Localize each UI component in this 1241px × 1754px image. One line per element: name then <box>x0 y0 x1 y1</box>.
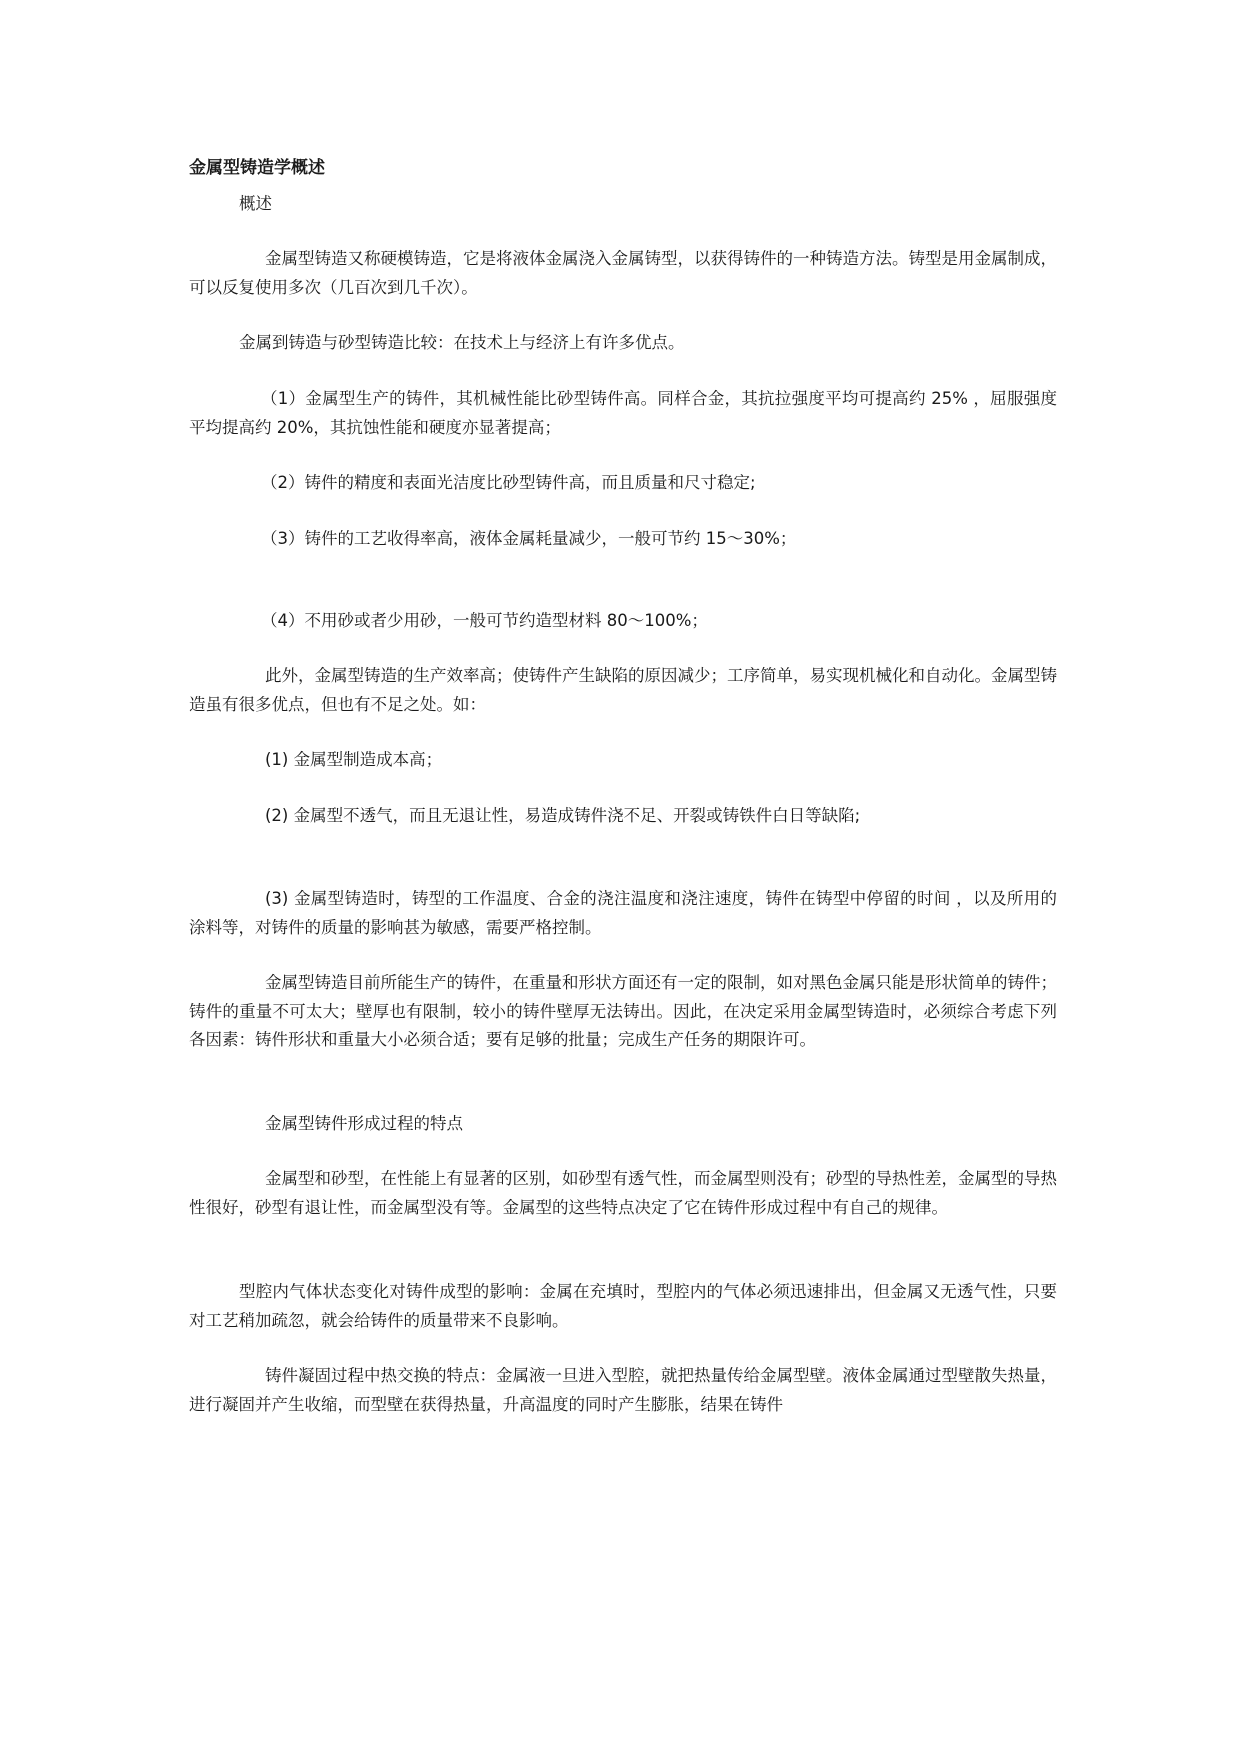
paragraph-intro: 金属型铸造又称硬模铸造，它是将液体金属浇入金属铸型，以获得铸件的一种铸造方法。铸型是用金属制成，可以反复使用多次（几百次到几千次）。 <box>189 249 1057 297</box>
heading-overview: 概述 <box>239 194 272 213</box>
advantage-item-3: （3）铸件的工艺收得率高，液体金属耗量减少，一般可节约 15～30%； <box>261 529 797 548</box>
disadvantage-item-3: (3) 金属型铸造时，铸型的工作温度、合金的浇注温度和浇注速度，铸件在铸型中停留的时间 ，以及所用的涂料等，对铸件的质量的影响甚为敏感，需要严格控制。 <box>189 889 1057 937</box>
advantage-item-1: （1）金属型生产的铸件，其机械性能比砂型铸件高。同样合金，其抗拉强度平均可提高约 25% ，屈服强度平均提高约 20%，其抗蚀性能和硬度亦显著提高； <box>189 389 1057 437</box>
advantage-item-2: （2）铸件的精度和表面光洁度比砂型铸件高，而且质量和尺寸稳定; <box>261 473 756 492</box>
paragraph-gas: 型腔内气体状态变化对铸件成型的影响：金属在充填时，型腔内的气体必须迅速排出，但金属又无透气性，只要对工艺稍加疏忽，就会给铸件的质量带来不良影响。 <box>189 1282 1057 1330</box>
document-title: 金属型铸造学概述 <box>189 158 325 178</box>
paragraph-besides: 此外，金属型铸造的生产效率高；使铸件产生缺陷的原因减少；工序简单，易实现机械化和自动化。金属型铸造虽有很多优点，但也有不足之处。如： <box>189 666 1057 714</box>
advantage-item-4: （4）不用砂或者少用砂，一般可节约造型材料 80～100%； <box>261 611 708 630</box>
paragraph-differences: 金属型和砂型，在性能上有显著的区别，如砂型有透气性，而金属型则没有；砂型的导热性差，金属型的导热性很好，砂型有退让性，而金属型没有等。金属型的这些特点决定了它在铸件形成过程中有自己的规律。 <box>189 1169 1057 1217</box>
paragraph-limitations: 金属型铸造目前所能生产的铸件，在重量和形状方面还有一定的限制，如对黑色金属只能是形状简单的铸件；铸件的重量不可太大；壁厚也有限制，较小的铸件壁厚无法铸出。因此，在决定采用金属型铸造时，必须综合考虑下列各因素：铸件形状和重量大小必须合适；要有足够的批量；完成生产任务的期限许可。 <box>189 973 1057 1049</box>
paragraph-heat-exchange: 铸件凝固过程中热交换的特点：金属液一旦进入型腔，就把热量传给金属型壁。液体金属通过型壁散失热量，进行凝固并产生收缩，而型壁在获得热量，升高温度的同时产生膨胀，结果在铸件 <box>189 1366 1057 1414</box>
heading-features: 金属型铸件形成过程的特点 <box>265 1114 463 1133</box>
paragraph-comparison: 金属到铸造与砂型铸造比较：在技术上与经济上有许多优点。 <box>239 333 685 352</box>
disadvantage-item-2: (2) 金属型不透气，而且无退让性，易造成铸件浇不足、开裂或铸铁件白日等缺陷; <box>265 806 861 825</box>
disadvantage-item-1: (1) 金属型制造成本高； <box>265 750 443 769</box>
